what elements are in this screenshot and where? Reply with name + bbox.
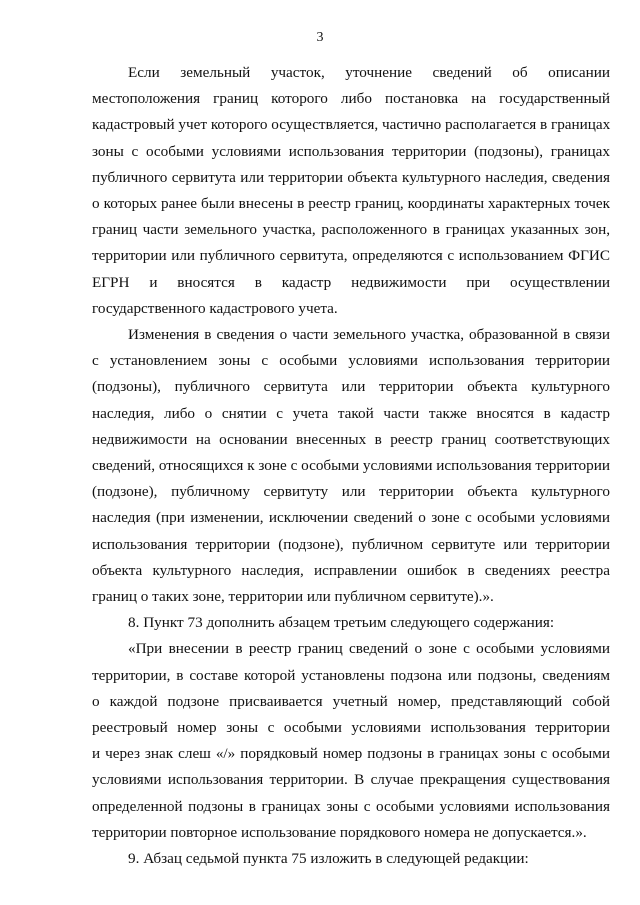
paragraph-3-line: 8. Пункт 73 дополнить абзацем третьим следующего содержания: [128,614,555,632]
paragraph-2-line: с установлением зоны с особыми условиями использования территории [92,352,610,370]
paragraph-4-line: «При внесении в реестр границ сведений о зоне с особыми условиями [128,640,610,658]
paragraph-4-line: условиями использования территории. В случае прекращения существования [92,771,610,789]
paragraph-1-line: публичного сервитута или территории объекта культурного наследия, сведения [92,168,610,186]
paragraph-4-line: и через знак слеш «/» порядковый номер подзоны в границах зоны с особыми [92,745,610,763]
paragraph-4-line: территории повторное использование порядкового номера не допускается.». [92,823,587,841]
paragraph-2-line: Изменения в сведения о части земельного участка, образованной в связи [128,326,610,344]
paragraph-2-line: недвижимости на основании внесенных в реестр границ соответствующих [92,430,610,448]
document-body [92,60,610,872]
paragraph-2-line: (подзоне), публичному сервитуту или территории объекта культурного [92,483,610,501]
page-number: 3 [316,30,324,45]
paragraph-4-line: определенной подзоны в границах зоны с особыми условиями использования [92,797,610,815]
paragraph-5-line: 9. Абзац седьмой пункта 75 изложить в следующей редакции: [128,850,529,868]
paragraph-1-line: государственного кадастрового учета. [92,299,338,317]
paragraph-2-line: (подзоны), публичного сервитута или территории объекта культурного [92,378,610,396]
paragraph-2-line: наследия (при изменении, исключении сведений о зоне с особыми условиями [92,509,610,527]
paragraph-1-line: кадастровый учет которого осуществляется, частично располагается в границах [92,116,611,134]
paragraph-2-line: границ о таких зоне, территории или публичном сервитуте).». [92,588,494,606]
paragraph-4-line: реестровый номер зоны с особыми условиями использования территории [92,719,610,737]
paragraph-2-line: использования территории (подзоне), публичном сервитуте или территории [92,535,610,553]
paragraph-2-line: наследия, либо о снятии с учета такой части также вносятся в кадастр [92,404,610,422]
paragraph-1-line: местоположения границ которого либо постановка на государственный [92,90,610,108]
paragraph-1-line: ЕГРН и вносятся в кадастр недвижимости при осуществлении [92,273,610,291]
paragraph-1-line: границ части земельного участка, расположенного в границах указанных зон, [92,221,610,239]
paragraph-2-line: объекта культурного наследия, исправлении ошибок в сведениях реестра [92,561,610,579]
paragraph-4-line: территории, в составе которой установлены подзона или подзоны, сведениям [92,666,610,684]
paragraph-1-line: территории или публичного сервитута, определяются с использованием ФГИС [92,247,610,265]
paragraph-4-line: о каждой подзоне присваивается учетный номер, представляющий собой [92,692,610,710]
paragraph-1-line: зоны с особыми условиями использования территории (подзоны), границах [92,142,610,160]
paragraph-2-line: сведений, относящихся к зоне с особыми условиями использования территории [92,457,610,475]
paragraph-1-line: о которых ранее были внесены в реестр границ, координаты характерных точек [92,195,610,213]
paragraph-1-line: Если земельный участок, уточнение сведений об описании [128,64,610,81]
